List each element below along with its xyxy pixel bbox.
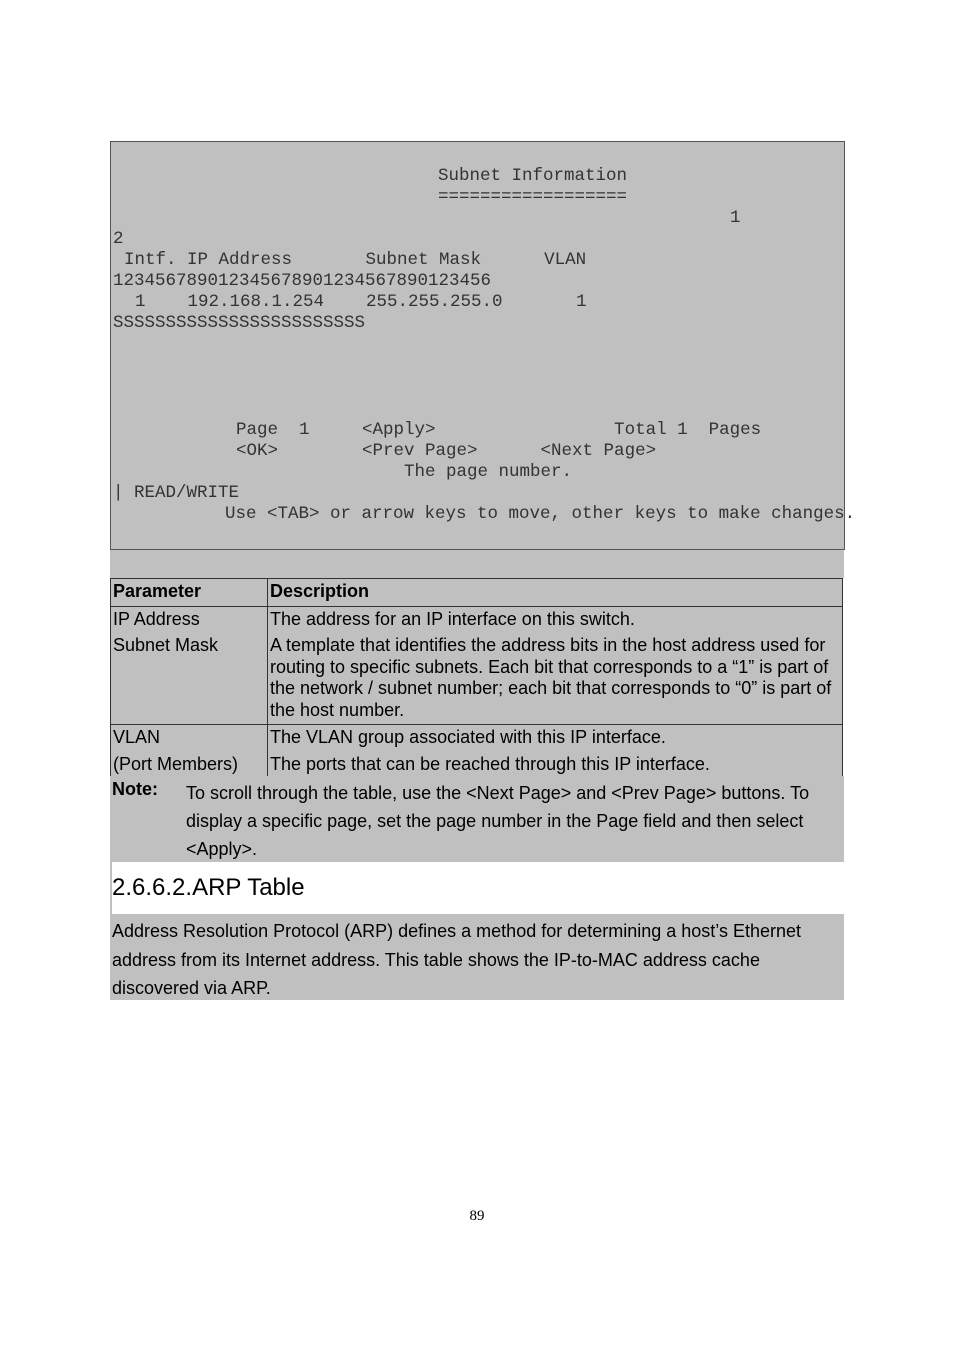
note-text: To scroll through the table, use the <Next Page> and <Prev Page> buttons. To display a specific page, set the page number in the Page field and then select <Apply>. xyxy=(186,783,810,859)
terminal-page-line[interactable]: Page 1 <Apply> Total 1 Pages xyxy=(236,420,762,440)
header-description: Description xyxy=(268,579,843,607)
terminal-nav-line[interactable]: <OK> <Prev Page> <Next Page> xyxy=(236,441,657,461)
header-parameter: Parameter xyxy=(111,579,268,607)
terminal-ruler-digits: 123456789012345678901234567890123456 xyxy=(113,271,492,291)
section-paragraph-block xyxy=(110,914,844,1000)
terminal-column-header: Intf. IP Address Subnet Mask VLAN xyxy=(124,250,587,270)
terminal-title-underline: ================== xyxy=(438,187,628,207)
note-block xyxy=(110,776,844,862)
table-row xyxy=(111,606,843,633)
terminal-mode-line: | READ/WRITE xyxy=(113,483,240,503)
terminal-help-line: The page number. xyxy=(404,462,573,482)
page-number: 89 xyxy=(469,1208,485,1224)
terminal-title: Subnet Information xyxy=(438,166,628,186)
parameter-cell: VLAN xyxy=(111,725,268,752)
terminal-ruler-tens: 1 xyxy=(730,208,741,228)
parameter-cell: Subnet Mask xyxy=(111,633,268,725)
terminal-screen xyxy=(110,141,856,550)
parameter-cell: IP Address xyxy=(111,606,268,633)
section-heading-block xyxy=(110,862,844,914)
description-cell: A template that identifies the address bits in the host address used for routing to specific subnets. Each bit that corresponds to a “1” is part of the network / subnet number; each bit that corresponds to “0” is part of the host number. xyxy=(268,633,843,725)
parameter-cell: (Port Members) xyxy=(111,752,268,779)
table-row xyxy=(111,752,843,779)
terminal-subnet-row[interactable]: 1 192.168.1.254 255.255.255.0 1 xyxy=(135,292,587,312)
description-cell: The ports that can be reached through this IP interface. xyxy=(268,752,843,779)
table-row xyxy=(111,725,843,752)
gray-spacer xyxy=(110,550,844,578)
parameter-table xyxy=(110,578,843,779)
terminal-row-marker: SSSSSSSSSSSSSSSSSSSSSSSS xyxy=(113,313,366,333)
section-paragraph: Address Resolution Protocol (ARP) defines a method for determining a host’s Ethernet address from its Internet address. This table shows the IP-to-MAC address cache discovered via ARP. xyxy=(112,921,802,998)
description-cell: The address for an IP interface on this switch. xyxy=(268,606,843,633)
table-header-row xyxy=(111,579,843,607)
table-row xyxy=(111,633,843,725)
section-heading: 2.6.6.2.ARP Table xyxy=(112,874,305,901)
note-label: Note: xyxy=(112,779,158,799)
terminal-hint-line: Use <TAB> or arrow keys to move, other keys to make changes. xyxy=(225,504,856,524)
terminal-ruler-wrap: 2 xyxy=(113,229,124,249)
description-cell: The VLAN group associated with this IP interface. xyxy=(268,725,843,752)
